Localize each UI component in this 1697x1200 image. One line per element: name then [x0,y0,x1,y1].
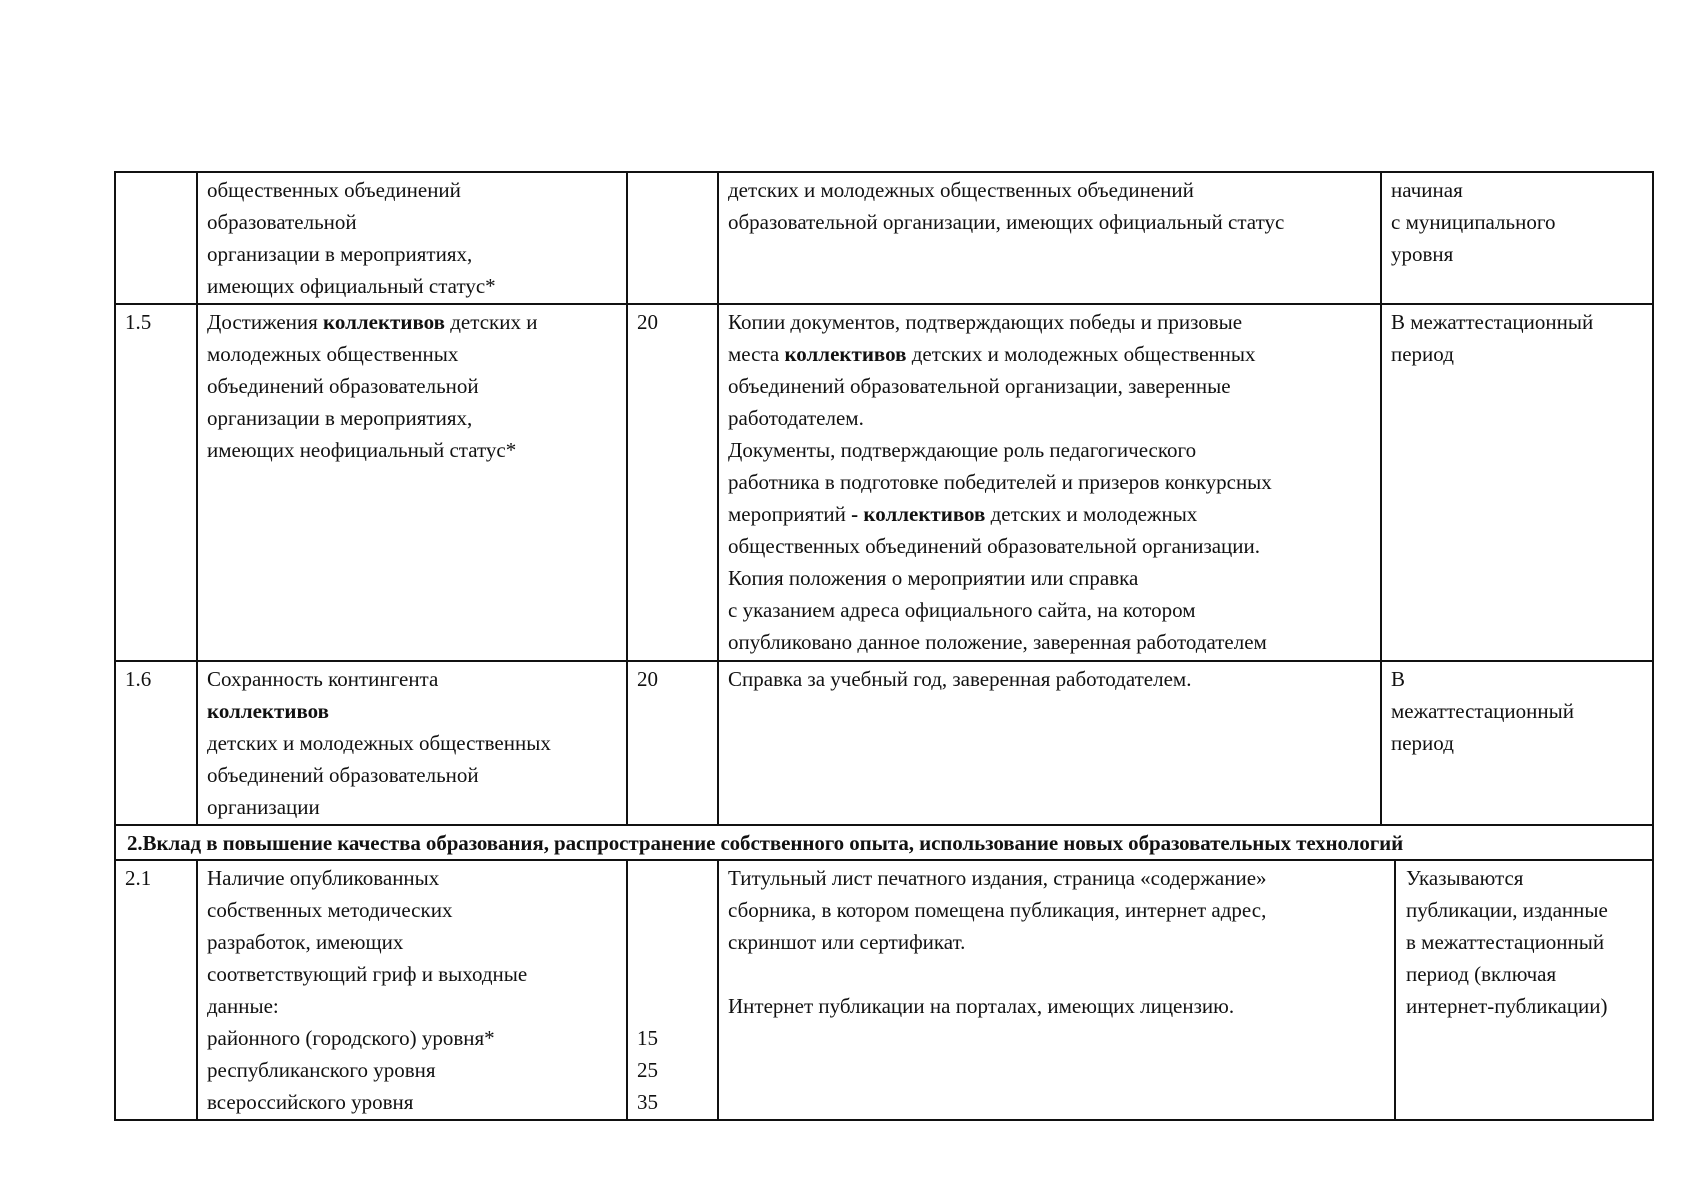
bold-text: коллективов [784,342,907,366]
text-line: Копия положения о мероприятии или справка [728,566,1139,590]
text-line: объединений образовательной [207,763,479,787]
cell-points [627,860,718,1120]
cell-documents [718,661,1381,825]
text-line: межаттестационный [1391,699,1574,723]
cell-criterion [197,860,627,1120]
text-fragment: Достижения [207,310,324,334]
text-line: Интернет публикации на порталах, имеющих лицензию. [728,994,1235,1018]
text-line: образовательной [207,210,357,234]
text-line [728,498,1371,530]
text-line: публикации, изданные [1406,898,1608,922]
text-line: Наличие опубликованных [207,866,440,890]
text-line: опубликовано данное положение, заверенная работодателем [728,630,1267,654]
spacer [637,894,708,926]
level-label: районного (городского) уровня* [207,1026,495,1050]
cell-criterion [197,661,627,825]
table-row-2-1 [115,860,1653,1120]
text-fragment: детских и молодежных общественных [906,342,1256,366]
text-fragment: детских и молодежных [985,502,1198,526]
text-line: начиная [1391,178,1463,202]
text-line: с муниципального [1391,210,1556,234]
text-line: с указанием адреса официального сайта, на котором [728,598,1196,622]
text-line: соответствующий гриф и выходные [207,962,528,986]
text-line: период [1391,731,1454,755]
text-line: организации в мероприятиях, [207,242,473,266]
level-points: 15 [637,1026,658,1050]
text-line: детских и молодежных общественных [207,731,551,755]
text-line: собственных методических [207,898,453,922]
level-points: 25 [637,1058,658,1082]
cell-note [1395,860,1653,1120]
text-line: образовательной организации, имеющих официальный статус [728,210,1285,234]
level-label: всероссийского уровня [207,1090,414,1114]
text-line: Титульный лист печатного издания, страница «содержание» [728,866,1267,890]
spacer [637,862,708,894]
text-line [728,338,1371,370]
text-line: период [1391,342,1454,366]
text-line: имеющих неофициальный статус* [207,438,517,462]
text-line: работника в подготовке победителей и призеров конкурсных [728,470,1272,494]
bold-text: коллективов [207,699,329,723]
cell-points: 20 [627,304,718,661]
table-row-continued [115,172,1653,304]
text-line: детских и молодежных общественных объединений [728,178,1194,202]
text-line: организации в мероприятиях, [207,406,473,430]
text-line: объединений образовательной организации, заверенные [728,374,1231,398]
cell-number: 1.6 [115,661,197,825]
text-line: имеющих официальный статус* [207,274,496,298]
cell-period [1381,172,1653,304]
cell-documents [718,860,1395,1120]
spacer [637,958,708,990]
cell-number [115,172,197,304]
text-line: Копии документов, подтверждающих победы и призовые [728,310,1243,334]
cell-period [1381,304,1653,661]
text-line: разработок, имеющих [207,930,404,954]
text-line: в межаттестационный [1406,930,1605,954]
text-line: сборника, в котором помещена публикация, интернет адрес, [728,898,1267,922]
cell-points [627,172,718,304]
text-line: скриншот или сертификат. [728,930,966,954]
cell-number: 1.5 [115,304,197,661]
text-line: уровня [1391,242,1454,266]
text-line: объединений образовательной [207,374,479,398]
cell-period [1381,661,1653,825]
text-line: Документы, подтверждающие роль педагогического [728,438,1197,462]
level-label: республиканского уровня [207,1058,436,1082]
text-fragment: места [728,342,785,366]
text-line: общественных объединений [207,178,461,202]
spacer [637,926,708,958]
cell-number: 2.1 [115,860,197,1120]
table-row-1-5 [115,304,1653,661]
section-heading: 2.Вклад в повышение качества образования, распространение собственного опыта, использование новых образовательных технологий [115,825,1653,860]
text-line [207,695,617,727]
text-line [207,306,617,338]
text-line: Справка за учебный год, заверенная работодателем. [728,667,1192,691]
cell-criterion [197,172,627,304]
text-line: общественных объединений образовательной организации. [728,534,1261,558]
text-fragment: мероприятий [728,502,846,526]
text-line: В [1391,667,1406,691]
spacer [637,990,708,1022]
level-points: 35 [637,1090,658,1114]
text-line: интернет-публикации) [1406,994,1608,1018]
text-line: данные: [207,994,279,1018]
text-line: Сохранность контингента [207,667,439,691]
cell-points: 20 [627,661,718,825]
cell-documents [718,304,1381,661]
text-line: Указываются [1406,866,1524,890]
text-line: период (включая [1406,962,1557,986]
cell-criterion [197,304,627,661]
criteria-table [114,171,1654,1121]
table-row-1-6 [115,661,1653,825]
cell-documents [718,172,1381,304]
text-line: работодателем. [728,406,864,430]
text-line: В межаттестационный [1391,310,1594,334]
bold-text: - коллективов [845,502,986,526]
bold-text: коллективов [323,310,445,334]
text-line: молодежных общественных [207,342,459,366]
table-row-section-2 [115,825,1653,860]
text-fragment: детских и [445,310,538,334]
text-line: организации [207,795,320,819]
spacer [728,958,1385,990]
